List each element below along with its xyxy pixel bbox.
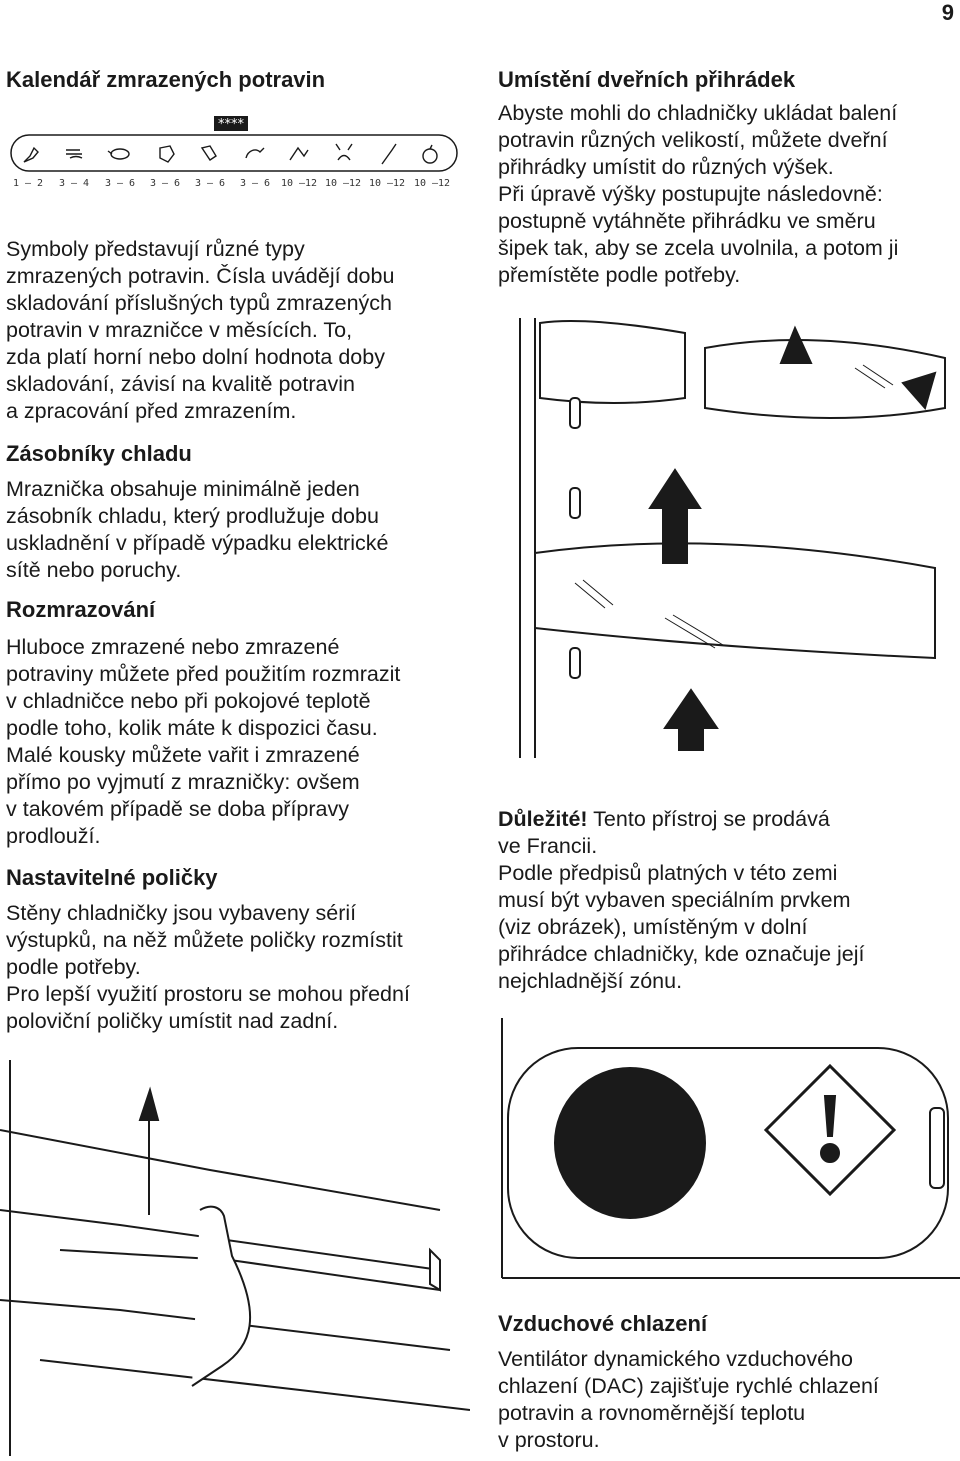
text-line: v prostoru.: [498, 1428, 600, 1452]
sausage-icon: [202, 146, 216, 160]
shelf-illustration: [0, 1060, 470, 1456]
text-line: skladování příslušných typů zmrazených: [6, 291, 392, 315]
important-note: [498, 806, 960, 995]
text-line: zásobník chladu, který prodlužuje dobu: [6, 504, 379, 528]
game-bird-icon: [290, 148, 308, 160]
fruit-icon: [423, 145, 437, 163]
text-line: (viz obrázek), umístěným v dolní: [498, 915, 808, 939]
door-bins-illustration: [515, 318, 960, 758]
text-line: potraviny můžete před použitím rozmrazit: [6, 662, 401, 686]
text-line: zmrazených potravin. Čísla uvádějí dobu: [6, 264, 395, 288]
text-line: skladování, závisí na kvalitě potravin: [6, 372, 355, 396]
text-line: přihrádce chladničky, kde označuje její: [498, 942, 865, 966]
deer-icon: [336, 144, 352, 160]
text-line: podle potřeby.: [6, 955, 141, 979]
period-label: 10 –12: [280, 178, 318, 189]
text-line: výstupků, na něž můžete poličky rozmístit: [6, 928, 403, 952]
cuttlefish-icon: [66, 150, 82, 158]
text-line: v chladničce nebo při pokojové teplotě: [6, 689, 371, 713]
text-line: ve Francii.: [498, 834, 598, 858]
text-line: potravin různých velikostí, můžete dveřní: [498, 128, 888, 152]
text-line: [498, 806, 960, 833]
door-shelves-text: [498, 100, 960, 289]
text-line: Hluboce zmrazené nebo zmrazené: [6, 635, 340, 659]
text-line: šipek tak, aby se zcela uvolnila, a potom ji: [498, 236, 899, 260]
text-line: přímo po vyjmutí z mrazničky: ovšem: [6, 770, 360, 794]
period-label: 10 –12: [413, 178, 451, 189]
adjustable-shelves-heading: Nastavitelné poličky: [6, 865, 218, 890]
period-label: 1 – 2: [12, 178, 44, 189]
text-line: Abyste mohli do chladničky ukládat balení: [498, 101, 898, 125]
adjustable-shelves-text: [6, 900, 476, 1035]
text-line: chlazení (DAC) zajišťuje rychlé chlazení: [498, 1374, 879, 1398]
door-shelves-heading: Umístění dveřních přihrádek: [498, 67, 796, 92]
text-line: přihrádky umístit do různých výšek.: [498, 155, 834, 179]
vegetable-icon: [382, 144, 396, 164]
page-number: 9: [941, 0, 954, 25]
text-line: prodlouží.: [6, 824, 101, 848]
text-line: Malé kousky můžete vařit i zmrazené: [6, 743, 360, 767]
text-line: uskladnění v případě výpadku elektrické: [6, 531, 389, 555]
text-line: poloviční poličky umístit nad zadní.: [6, 1009, 339, 1033]
text-line: nejchladnější zónu.: [498, 969, 683, 993]
calendar-heading: Kalendář zmrazených potravin: [6, 67, 326, 92]
star-label: ****: [218, 117, 244, 132]
air-cooling-text: [498, 1346, 960, 1454]
poultry-icon: [246, 148, 264, 158]
period-label: 3 – 6: [239, 178, 271, 189]
freezing-calendar: [10, 110, 458, 196]
period-label: 10 –12: [368, 178, 406, 189]
text-line: zda platí horní nebo dolní hodnota doby: [6, 345, 385, 369]
important-label: Důležité!: [498, 807, 588, 831]
text-line: podle toho, kolik máte k dispozici času.: [6, 716, 378, 740]
text-line: sítě nebo poruchy.: [6, 558, 182, 582]
text-line: musí být vybaven speciálním prvkem: [498, 888, 851, 912]
chicken-icon: [108, 149, 129, 159]
text-line: Ventilátor dynamického vzduchového: [498, 1347, 853, 1371]
text-line: Symboly představují různé typy: [6, 237, 305, 261]
text-line: přemístěte podle potřeby.: [498, 263, 741, 287]
fish-icon: [24, 148, 38, 162]
period-label: 10 –12: [324, 178, 362, 189]
cold-zone-indicator-illustration: [500, 1018, 960, 1280]
text-line: Pro lepší využití prostoru se mohou přední: [6, 982, 410, 1006]
calendar-text: [6, 236, 476, 425]
meat-icon: [160, 146, 174, 162]
period-label: 3 – 6: [104, 178, 136, 189]
period-label: 3 – 6: [194, 178, 226, 189]
calendar-strip: [10, 110, 458, 180]
period-label: 3 – 6: [149, 178, 181, 189]
text-line: a zpracování před zmrazením.: [6, 399, 297, 423]
cold-accumulators-text: [6, 476, 476, 584]
defrosting-text: [6, 634, 476, 850]
important-first-line: Tento přístroj se prodává: [587, 807, 830, 831]
text-line: Stěny chladničky jsou vybaveny sérií: [6, 901, 357, 925]
air-cooling-heading: Vzduchové chlazení: [498, 1311, 708, 1336]
text-line: potravin a rovnoměrnější teplotu: [498, 1401, 806, 1425]
text-line: postupně vytáhněte přihrádku ve směru: [498, 209, 876, 233]
text-line: potravin v mrazničce v měsících. To,: [6, 318, 353, 342]
text-line: Mraznička obsahuje minimálně jeden: [6, 477, 360, 501]
period-label: 3 – 4: [58, 178, 90, 189]
text-line: v takovém případě se doba přípravy: [6, 797, 349, 821]
text-line: Podle předpisů platných v této zemi: [498, 861, 838, 885]
text-line: Při úpravě výšky postupujte následovně:: [498, 182, 883, 206]
defrosting-heading: Rozmrazování: [6, 597, 156, 622]
cold-accumulators-heading: Zásobníky chladu: [6, 441, 192, 466]
